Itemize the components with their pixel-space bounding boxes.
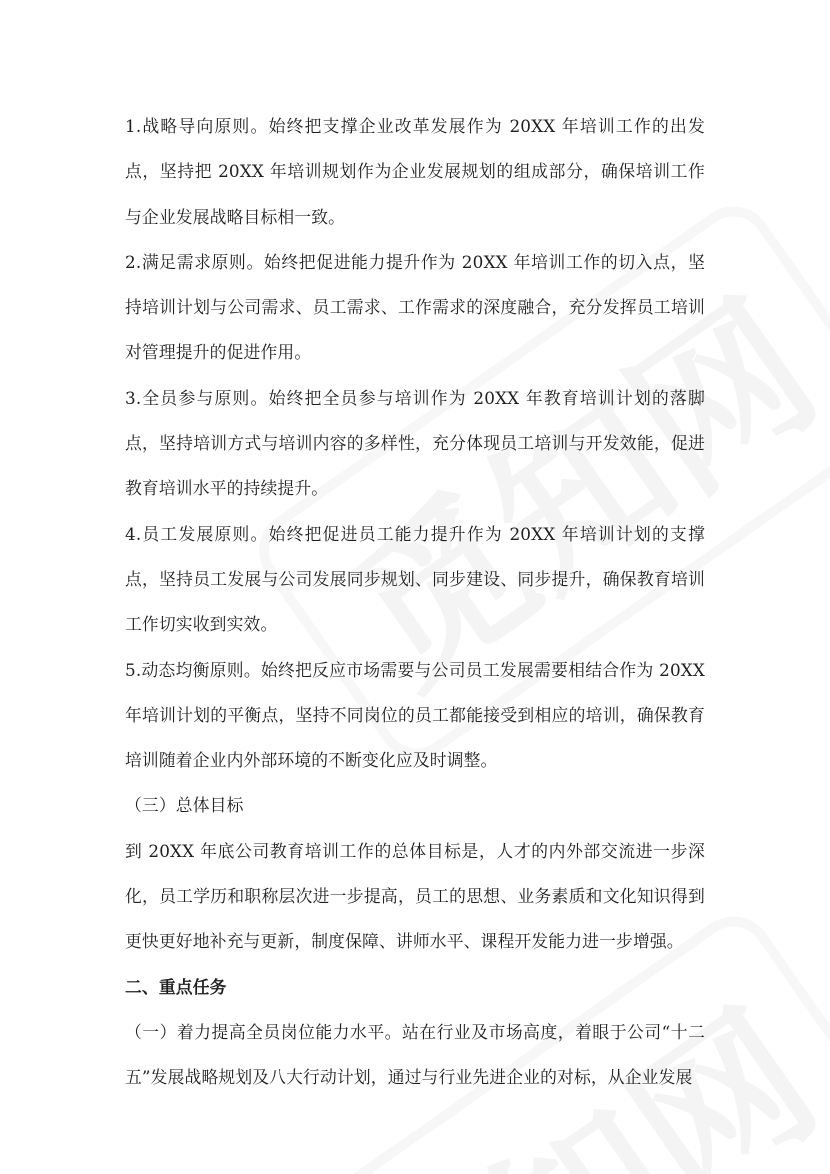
overall-goal-text: 到 20XX 年底公司教育培训工作的总体目标是，人才的内外部交流进一步深化，员工学历和职称层次进一步提高，员工的思想、业务素质和文化知识得到更快更好地补充与更新，制度保障、讲师水平、课程开发能力进一步增强。	[125, 840, 705, 952]
principle-dynamic-balance: 5.动态均衡原则。始终把反应市场需要与公司员工发展需要相结合作为 20XX 年培训计划的平衡点，坚持不同岗位的员工都能接受到相应的培训，确保教育培训随着企业内外部环境的不断变化应及时调整。	[125, 659, 705, 771]
principle-strategic-orientation: 1.战略导向原则。始终把支撑企业改革发展作为 20XX 年培训工作的出发点，坚持把 20XX 年培训规划作为企业发展规划的组成部分，确保培训工作与企业发展战略目标相一致。	[125, 116, 705, 227]
subheading-overall-goal: （三）总体目标	[125, 795, 244, 816]
principle-full-participation: 3.全员参与原则。始终把全员参与培训作为 20XX 年教育培训计划的落脚点，坚持培训方式与培训内容的多样性，充分体现员工培训与开发效能，促进教育培训水平的持续提升。	[125, 387, 705, 499]
principle-employee-development: 4.员工发展原则。始终把促进员工能力提升作为 20XX 年培训计划的支撑点，坚持员工发展与公司发展同步规划、同步建设、同步提升，确保教育培训工作切实收到实效。	[125, 523, 705, 635]
section-heading-key-tasks: 二、重点任务	[125, 976, 227, 997]
document-body	[125, 104, 705, 1101]
principle-meet-demand: 2.满足需求原则。始终把促进能力提升作为 20XX 年培训工作的切入点，坚持培训计划与公司需求、员工需求、工作需求的深度融合，充分发挥员工培训对管理提升的促进作用。	[125, 251, 705, 363]
key-task-1-text: （一）着力提高全员岗位能力水平。站在行业及市场高度，着眼于公司“十二五”发展战略规划及八大行动计划，通过与行业先进企业的对标，从企业发展	[125, 1021, 705, 1088]
